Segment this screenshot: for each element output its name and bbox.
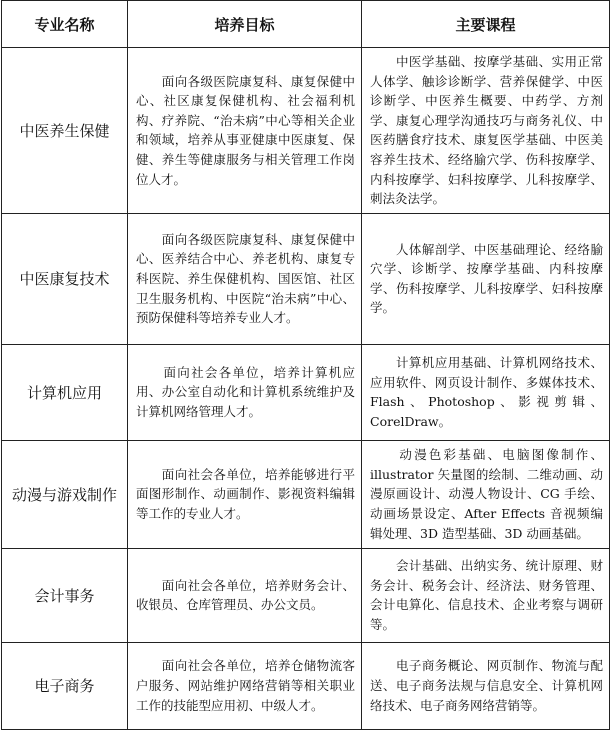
table-row	[2, 642, 610, 729]
major-name: 会计事务	[2, 548, 128, 642]
main-courses: 中医学基础、按摩学基础、实用正常人体学、触诊诊断学、营养保健学、中医诊断学、中医养生概要、中药学、方剂学、康复心理学沟通技巧与商务礼仪、中医药膳食疗技术、康复医学基础、中医美容养生技术、经络腧穴学、伤科按摩学、内科按摩学、妇科按摩学、儿科按摩学、刺法灸法学。	[362, 48, 610, 214]
main-courses: 动漫色彩基础、电脑图像制作、illustrator 矢量图的绘制、二维动画、动漫原画设计、动漫人物设计、CG 手绘、动画场景设定、After Effects 音视频编辑处理、3D 造型基础、3D 动画基础。	[362, 440, 610, 548]
training-goal: 面向社会各单位，培养能够进行平面图形制作、动画制作、影视资料编辑等工作的专业人才。	[128, 440, 362, 548]
training-goal: 面向各级医院康复科、康复保健中心、医养结合中心、养老机构、康复专科医院、养生保健机构、国医馆、社区卫生服务机构、中医院“治未病”中心、预防保健科等培养专业人才。	[128, 213, 362, 344]
main-courses: 会计基础、出纳实务、统计原理、财务会计、税务会计、经济法、财务管理、会计电算化、信息技术、企业考察与调研等。	[362, 548, 610, 642]
main-courses: 计算机应用基础、计算机网络技术、应用软件、网页设计制作、多媒体技术、Flash、Photoshop、影视剪辑、CorelDraw。	[362, 344, 610, 440]
header-major-name: 专业名称	[2, 1, 128, 48]
major-name: 电子商务	[2, 642, 128, 729]
header-training-goal: 培养目标	[128, 1, 362, 48]
training-goal: 面向社会各单位，培养计算机应用、办公室自动化和计算机系统维护及计算机网络管理人才。	[128, 344, 362, 440]
training-goal: 面向社会各单位，培养财务会计、收银员、仓库管理员、办公文员。	[128, 548, 362, 642]
training-goal: 面向社会各单位，培养仓储物流客户服务、网站维护网络营销等相关职业工作的技能型应用初、中级人才。	[128, 642, 362, 729]
major-name: 中医养生保健	[2, 48, 128, 214]
table-header-row	[2, 1, 610, 48]
table-row	[2, 548, 610, 642]
majors-table	[1, 0, 610, 730]
major-name: 计算机应用	[2, 344, 128, 440]
major-name: 动漫与游戏制作	[2, 440, 128, 548]
main-courses: 电子商务概论、网页制作、物流与配送、电子商务法规与信息安全、计算机网络技术、电子商务网络营销等。	[362, 642, 610, 729]
table-row	[2, 440, 610, 548]
main-courses: 人体解剖学、中医基础理论、经络腧穴学、诊断学、按摩学基础、内科按摩学、伤科按摩学、儿科按摩学、妇科按摩学。	[362, 213, 610, 344]
header-main-courses: 主要课程	[362, 1, 610, 48]
table-row	[2, 344, 610, 440]
table-row	[2, 213, 610, 344]
major-name: 中医康复技术	[2, 213, 128, 344]
table-row	[2, 48, 610, 214]
training-goal: 面向各级医院康复科、康复保健中心、社区康复保健机构、社会福利机构、疗养院、“治未病”中心等相关企业和领域，培养从事亚健康中医康复、保健、养生等健康服务与相关管理工作岗位人才。	[128, 48, 362, 214]
